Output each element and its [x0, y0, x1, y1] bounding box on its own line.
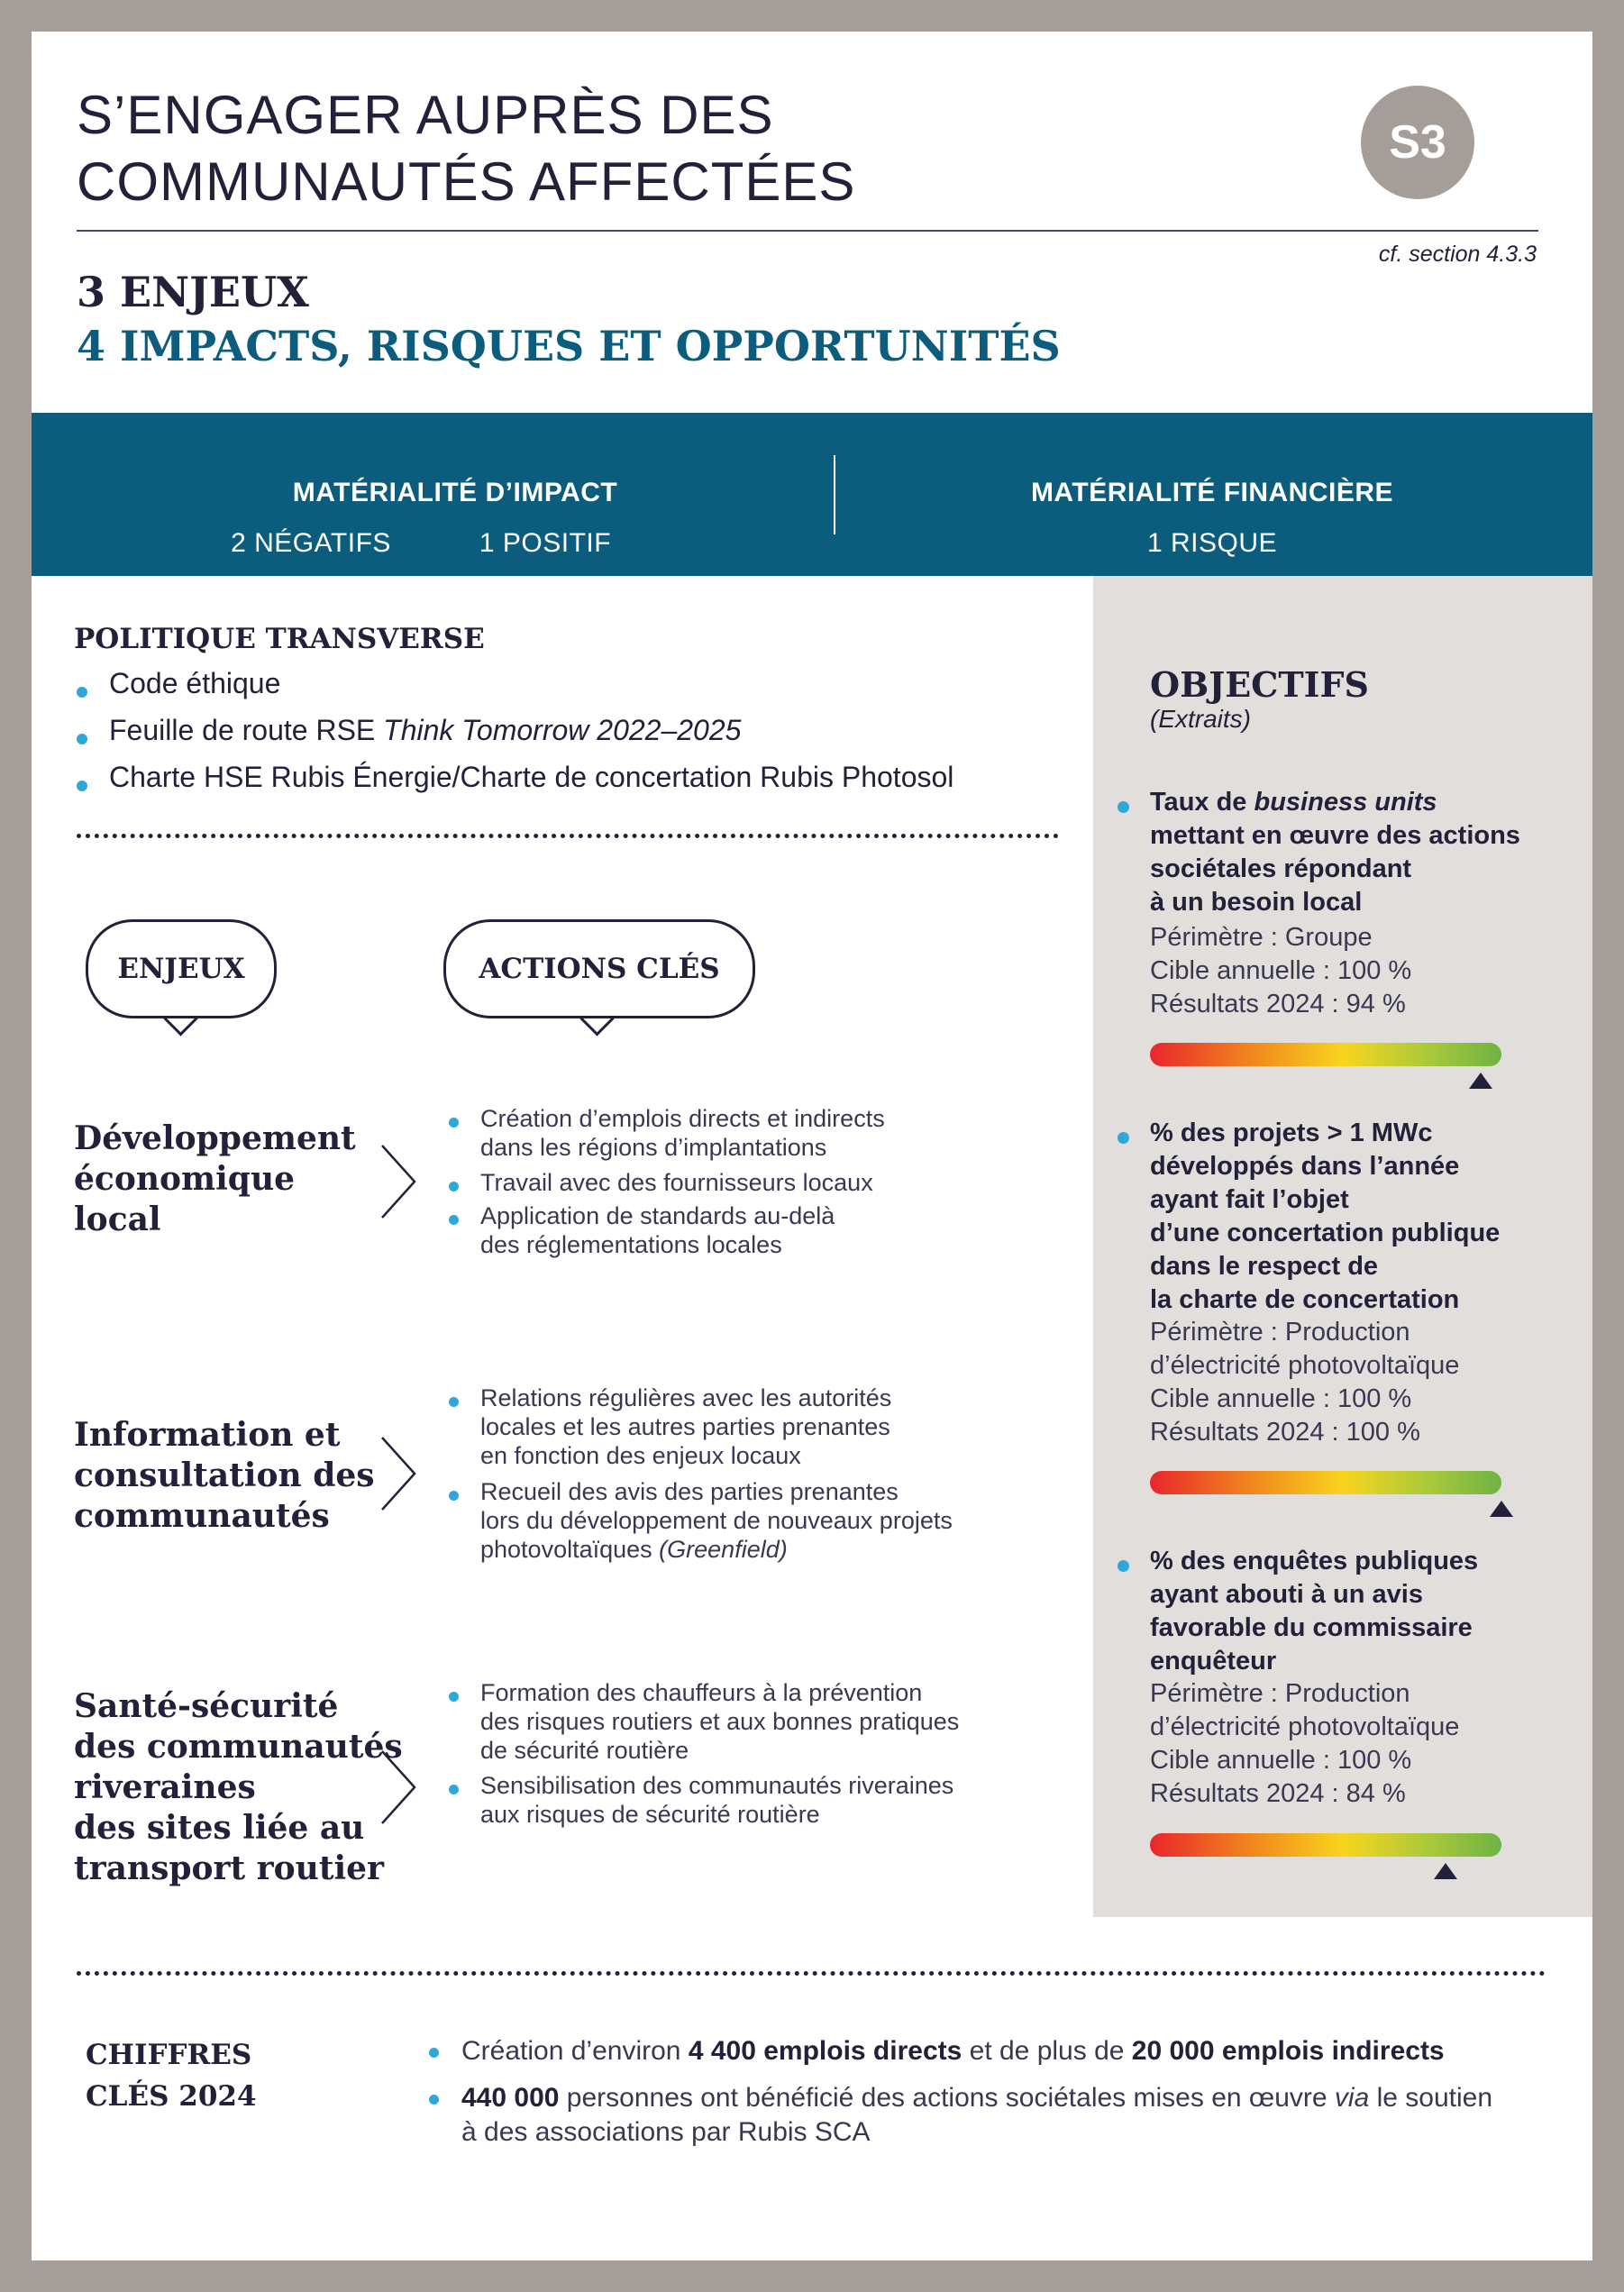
impact-negative-count: 2 NÉGATIFS: [231, 528, 391, 558]
action-bullet: [449, 1491, 459, 1501]
objective-1-text: Taux de business units mettant en œuvre des actions sociétales répondant à un besoin local: [1150, 788, 1520, 917]
objective-2-gauge: [1150, 1471, 1501, 1494]
policy-item-3: Charte HSE Rubis Énergie/Charte de concertation Rubis Photosol: [109, 761, 954, 793]
section-reference: cf. section 4.3.3: [1378, 242, 1537, 267]
objective-2-text: % des projets > 1 MWc développés dans l’année ayant fait l’objet d’une concertation publique dans le respect de la charte de concertation: [1150, 1119, 1501, 1314]
chevron-right-icon: [380, 1749, 416, 1825]
issue-2-action-2: Recueil des avis des parties prenantes lors du développement de nouveaux projets photovoltaïques (Greenfield): [480, 1478, 953, 1563]
action-bullet: [449, 1118, 459, 1128]
impact-materiality-title: MATÉRIALITÉ D’IMPACT: [292, 478, 618, 507]
page-title-line-1: S’ENGAGER AUPRÈS DES: [77, 85, 774, 145]
key-figure-bullet: [429, 2095, 439, 2105]
objective-3-gauge-marker: [1434, 1863, 1457, 1879]
enjeux-bubble: ENJEUX: [86, 919, 277, 1018]
dotted-divider: [77, 1971, 1546, 1976]
enjeux-count: 3 ENJEUX: [77, 268, 309, 316]
issue-1-action-2: Travail avec des fournisseurs locaux: [480, 1169, 873, 1196]
action-bullet: [449, 1785, 459, 1794]
policy-bullet: [77, 687, 87, 698]
objective-1-gauge: [1150, 1043, 1501, 1066]
band-divider: [834, 455, 835, 534]
objective-3-text: % des enquêtes publiques ayant abouti à un avis favorable du commissaire enquêteur: [1150, 1547, 1479, 1676]
financial-risk-count: 1 RISQUE: [1146, 528, 1278, 558]
issue-3-title: Santé-sécurité des communautés riveraines des sites liée au transport routier: [74, 1687, 403, 1887]
dotted-divider: [77, 834, 1059, 838]
materiality-band: [32, 413, 1592, 576]
objectives-subheading: (Extraits): [1150, 705, 1251, 733]
issue-2-title: Information et consultation des communautés: [74, 1416, 375, 1535]
chevron-right-icon: [380, 1436, 416, 1511]
page: [32, 32, 1592, 2260]
actions-bubble: ACTIONS CLÉS: [443, 919, 755, 1018]
objective-2-meta: Périmètre : Production d’électricité photovoltaïque Cible annuelle : 100 % Résultats 2024 : 100 %: [1150, 1318, 1460, 1447]
policy-heading: POLITIQUE TRANSVERSE: [74, 623, 485, 655]
title-divider: [77, 230, 1538, 232]
objectives-heading: OBJECTIFS: [1150, 664, 1369, 705]
key-figures-heading: CHIFFRES CLÉS 2024: [86, 2039, 257, 2113]
key-figure-bullet: [429, 2048, 439, 2058]
chevron-right-icon: [380, 1144, 416, 1219]
issue-3-action-2: Sensibilisation des communautés riveraines aux risques de sécurité routière: [480, 1772, 954, 1828]
impact-positive-count: 1 POSITIF: [479, 528, 612, 558]
issue-1-action-3: Application de standards au-delà des réglementations locales: [480, 1202, 835, 1258]
page-title: [77, 82, 1338, 215]
objective-1-meta: Périmètre : Groupe Cible annuelle : 100 % Résultats 2024 : 94 %: [1150, 923, 1412, 1018]
issue-2-action-1: Relations régulières avec les autorités locales et les autres parties prenantes en fonction des enjeux locaux: [480, 1384, 892, 1469]
action-bullet: [449, 1182, 459, 1192]
page-title-line-2: COMMUNAUTÉS AFFECTÉES: [77, 151, 856, 212]
policy-bullet: [77, 734, 87, 744]
financial-materiality-title: MATÉRIALITÉ FINANCIÈRE: [1030, 478, 1394, 507]
issue-1-title: Développement économique local: [74, 1119, 356, 1238]
issue-3-action-1: Formation des chauffeurs à la prévention des risques routiers et aux bonnes pratiques de sécurité routière: [480, 1679, 960, 1764]
objective-2-gauge-marker: [1490, 1501, 1513, 1517]
objective-bullet: [1118, 801, 1129, 813]
objective-1-gauge-marker: [1469, 1073, 1492, 1089]
key-figure-2: 440 000 personnes ont bénéficié des actions sociétales mises en œuvre via le soutien à des associations par Rubis SCA: [461, 2083, 1493, 2147]
policy-bullet: [77, 781, 87, 791]
objective-bullet: [1118, 1132, 1129, 1144]
policy-item-2: Feuille de route RSE Think Tomorrow 2022–2025: [109, 714, 742, 746]
action-bullet: [449, 1692, 459, 1702]
objective-3-meta: Périmètre : Production d’électricité photovoltaïque Cible annuelle : 100 % Résultats 2024 : 84 %: [1150, 1679, 1460, 1808]
policy-item-1: Code éthique: [109, 667, 281, 699]
section-badge: S3: [1361, 86, 1474, 199]
action-bullet: [449, 1397, 459, 1407]
objective-bullet: [1118, 1560, 1129, 1572]
objectives-panel: [1093, 576, 1592, 1917]
iro-count: 4 IMPACTS, RISQUES ET OPPORTUNITÉS: [77, 322, 1061, 370]
key-figure-1: Création d’environ 4 400 emplois directs et de plus de 20 000 emplois indirects: [461, 2036, 1445, 2066]
issue-1-action-1: Création d’emplois directs et indirects dans les régions d’implantations: [480, 1105, 885, 1161]
objective-3-gauge: [1150, 1833, 1501, 1857]
action-bullet: [449, 1215, 459, 1225]
